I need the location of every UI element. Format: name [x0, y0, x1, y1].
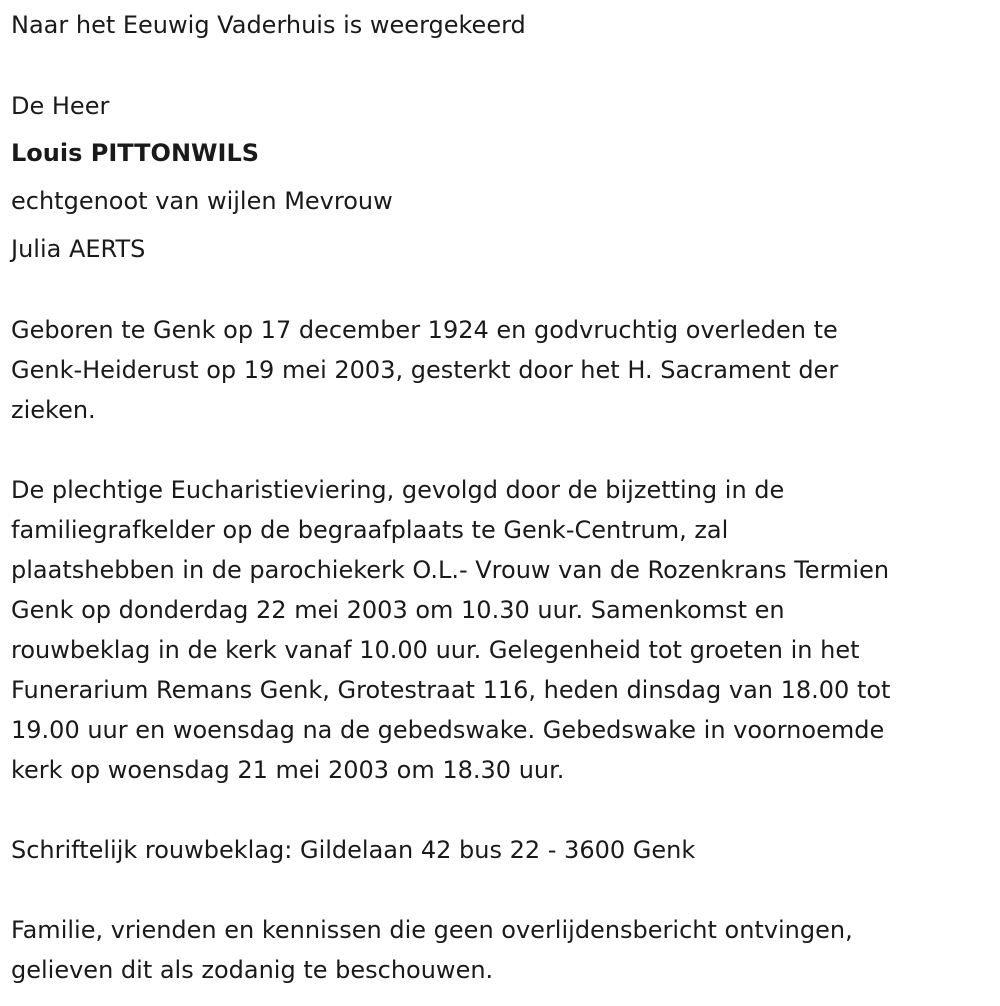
text-line: Familie, vrienden en kennissen die geen overlijdensbericht ontvingen,: [11, 916, 853, 944]
text-line: Genk op donderdag 22 mei 2003 om 10.30 uur. Samenkomst en: [11, 596, 785, 624]
salutation: De Heer: [11, 92, 110, 120]
text-line: zieken.: [11, 396, 96, 424]
spouse-line: echtgenoot van wijlen Mevrouw: [11, 187, 393, 215]
text-line: Geboren te Genk op 17 december 1924 en godvruchtig overleden te: [11, 316, 838, 344]
text-line: gelieven dit als zodanig te beschouwen.: [11, 956, 494, 984]
intro-line: Naar het Eeuwig Vaderhuis is weergekeerd: [11, 11, 526, 39]
text-line: rouwbeklag in de kerk vanaf 10.00 uur. Gelegenheid tot groeten in het: [11, 636, 860, 664]
text-line: 19.00 uur en woensdag na de gebedswake. Gebedswake in voornoemde: [11, 716, 885, 744]
text-line: Genk-Heiderust op 19 mei 2003, gesterkt door het H. Sacrament der: [11, 356, 839, 384]
text-line: plaatshebben in de parochiekerk O.L.- Vrouw van de Rozenkrans Termien: [11, 556, 890, 584]
deceased-name: Louis PITTONWILS: [11, 139, 260, 167]
text-line: De plechtige Eucharistieviering, gevolgd door de bijzetting in de: [11, 476, 785, 504]
text-line: Funerarium Remans Genk, Grotestraat 116, heden dinsdag van 18.00 tot: [11, 676, 891, 704]
spouse-name: Julia AERTS: [11, 235, 146, 263]
ceremony-paragraph: [11, 470, 991, 790]
birth-death-paragraph: [11, 310, 991, 430]
text-line: familiegrafkelder op de begraafplaats te Genk-Centrum, zal: [11, 516, 729, 544]
condolences-line: Schriftelijk rouwbeklag: Gildelaan 42 bus 22 - 3600 Genk: [11, 836, 696, 864]
closing-paragraph: [11, 910, 991, 990]
text-line: kerk op woensdag 21 mei 2003 om 18.30 uur.: [11, 756, 565, 784]
